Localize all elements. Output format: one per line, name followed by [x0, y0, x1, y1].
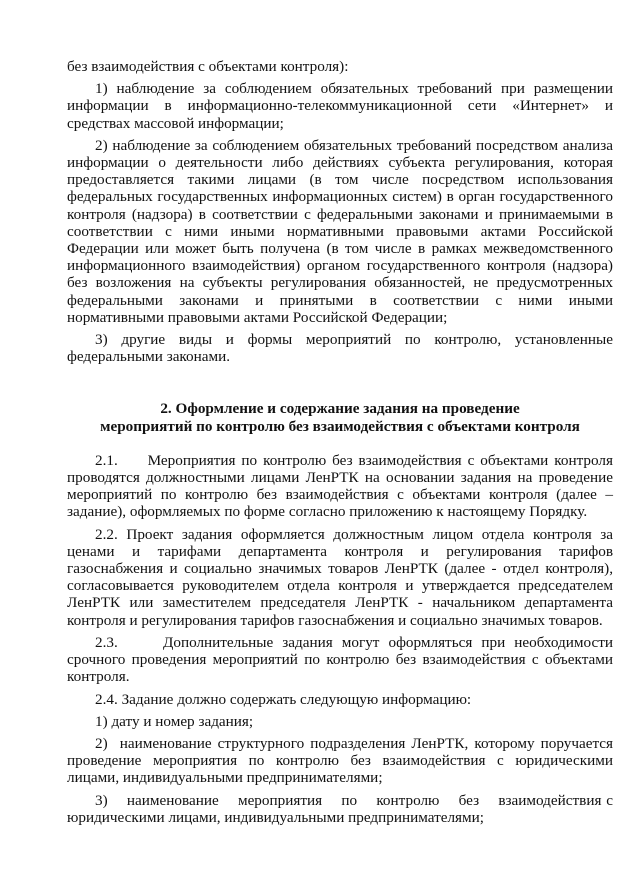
document-page [67, 58, 617, 831]
clause-2-4-item-2: 2) наименование структурного подразделения ЛенРТК, которому поручается проведение мероприятия по контролю без взаимодействия с юридическими лицами, индивидуальными предпринимателями; [67, 734, 617, 787]
clause-2-4: 2.4. Задание должно содержать следующую информацию: [95, 690, 472, 708]
section-spacer [67, 370, 613, 400]
clause-2-4-item-1: 1) дату и номер задания; [95, 712, 254, 730]
clause-2-3: 2.3. Дополнительные задания могут оформляться при необходимости срочного проведения мероприятий по контролю без взаимодействия с объектами контроля. [67, 633, 617, 686]
clause-2-4-item-3: 3) наименование мероприятия по контролю без взаимодействия с юридическими лицами, индивидуальными предпринимателями; [67, 791, 617, 826]
heading-spacer [67, 435, 613, 452]
list-item-2: 2) наблюдение за соблюдением обязательных требований посредством анализа информации о деятельности либо действиях субъекта регулирования, которая предоставляется такими лицами (в том числе посредством использования федеральных государственных информационных систем) в орган государственного контроля (надзора) в соответствии с федеральными законами и принимаемыми в соответствии с ними иными нормативными правовыми актами Российской Федерации или может быть получена (в том числе в рамках межведомственного информационного взаимодействия) органом государственного контроля (надзора) без возложения на субъекты регулирования обязанностей, не предусмотренных федеральными законами и принятыми в соответствии с ними иными нормативными правовыми актами Российской Федерации; [67, 136, 613, 326]
clause-2-1: 2.1. Мероприятия по контролю без взаимодействия с объектами контроля проводятся должностными лицами ЛенРТК на основании задания на проведение мероприятий по контролю без взаимодействия с объектами контроля (далее – задание), оформляемых по форме согласно приложению к настоящему Порядку. [67, 451, 617, 521]
section-heading [67, 400, 613, 434]
section-heading-line-2: мероприятий по контролю без взаимодействия с объектами контроля [100, 417, 580, 435]
clause-2-2: 2.2. Проект задания оформляется должностным лицом отдела контроля за ценами и тарифами департамента контроля и регулирования тарифов газоснабжения и социально значимых товаров ЛенРТК (далее - отдел контроля), согласовывается руководителем отдела контроля и утверждается председателем ЛенРТК или заместителем председателя ЛенРТК - начальником департамента контроля и регулирования тарифов газоснабжения и социально значимых товаров. [67, 525, 613, 629]
section-heading-line-1: 2. Оформление и содержание задания на проведение [160, 400, 520, 418]
list-item-3: 3) другие виды и формы мероприятий по контролю, установленные федеральными законами. [67, 331, 613, 366]
paragraph-continuation: без взаимодействия с объектами контроля): [67, 58, 349, 75]
list-item-1: 1) наблюдение за соблюдением обязательных требований при размещении информации в информационно-телекоммуникационной сети «Интернет» и средствах массовой информации; [67, 80, 613, 132]
